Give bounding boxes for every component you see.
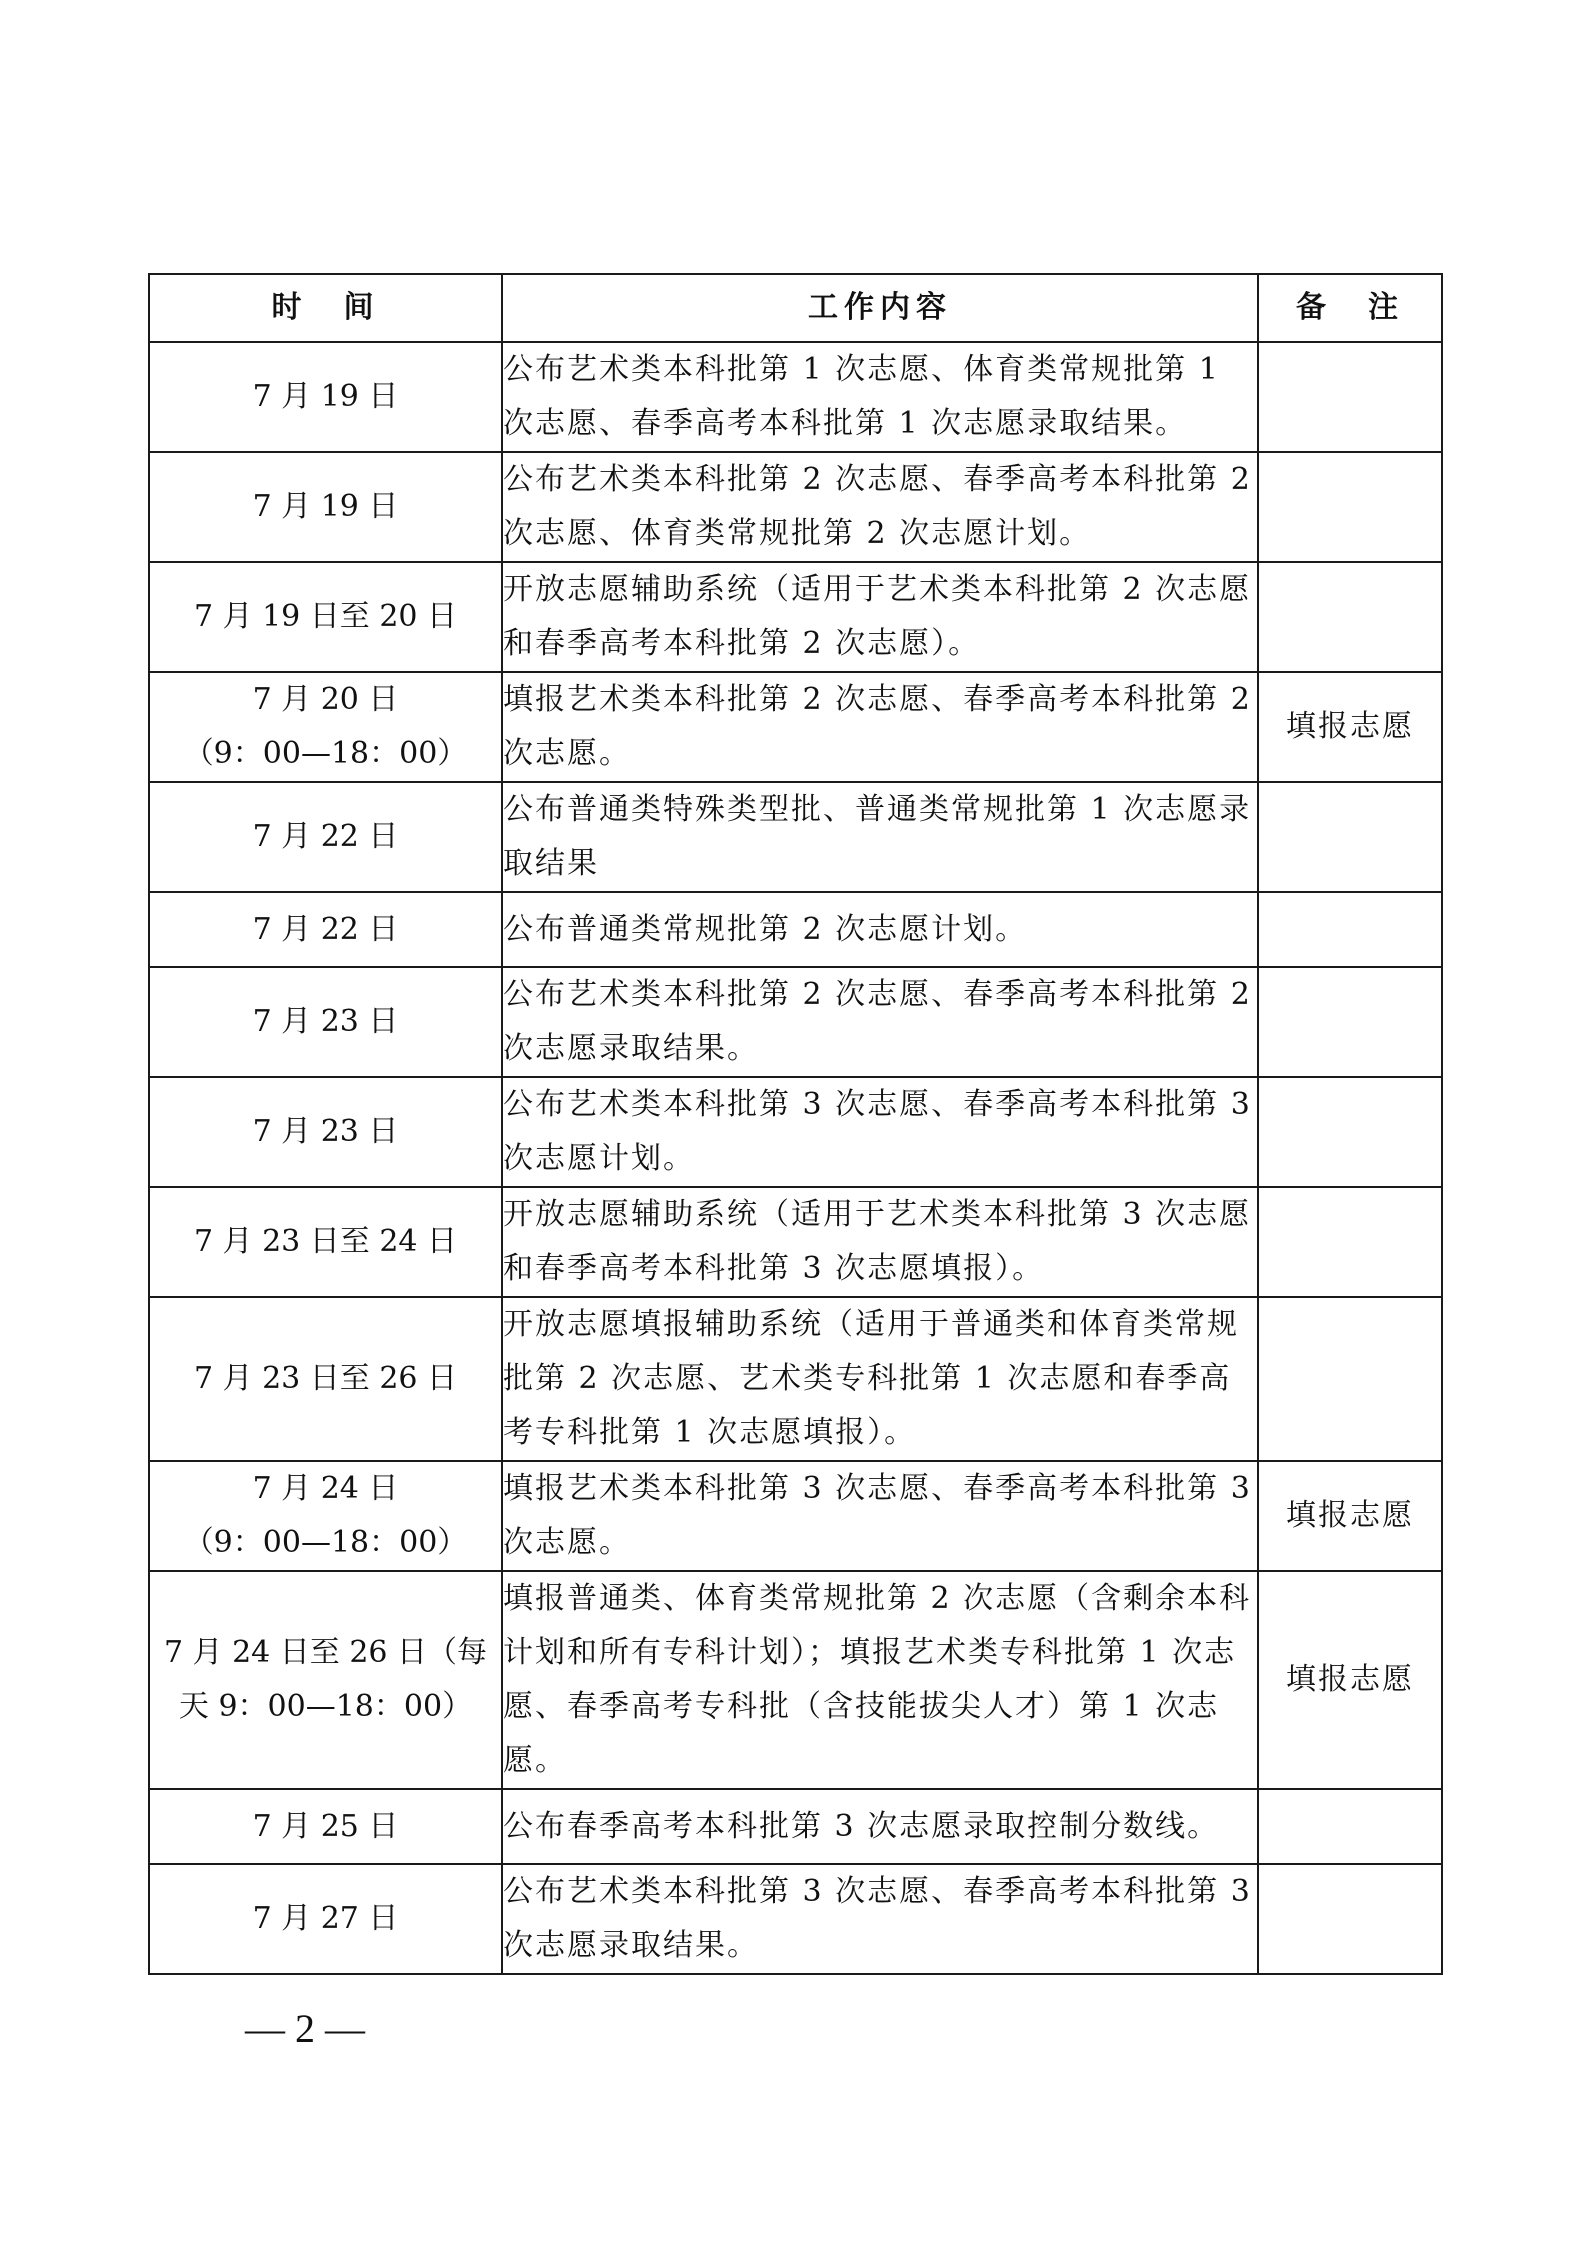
content-cell: 公布艺术类本科批第 3 次志愿、春季高考本科批第 3 次志愿计划。: [502, 1077, 1258, 1187]
time-cell: 7 月 22 日: [149, 782, 502, 892]
time-cell: 7 月 24 日 （9：00—18：00）: [149, 1461, 502, 1571]
time-cell: 7 月 20 日 （9：00—18：00）: [149, 672, 502, 782]
header-note: 备 注: [1258, 274, 1442, 342]
content-cell: 填报艺术类本科批第 3 次志愿、春季高考本科批第 3 次志愿。: [502, 1461, 1258, 1571]
time-cell: 7 月 27 日: [149, 1864, 502, 1974]
note-cell: [1258, 1864, 1442, 1974]
time-cell: 7 月 25 日: [149, 1789, 502, 1864]
table-row: [149, 672, 1442, 782]
note-cell: [1258, 1077, 1442, 1187]
note-cell: 填报志愿: [1258, 1571, 1442, 1789]
schedule-table: [148, 273, 1443, 1975]
content-cell: 开放志愿填报辅助系统（适用于普通类和体育类常规批第 2 次志愿、艺术类专科批第 1 次志愿和春季高考专科批第 1 次志愿填报）。: [502, 1297, 1258, 1461]
table-row: [149, 1789, 1442, 1864]
table-row: [149, 782, 1442, 892]
time-cell: 7 月 23 日至 26 日: [149, 1297, 502, 1461]
time-cell: 7 月 23 日: [149, 1077, 502, 1187]
table-header-row: [149, 274, 1442, 342]
content-cell: 填报普通类、体育类常规批第 2 次志愿（含剩余本科计划和所有专科计划）；填报艺术类专科批第 1 次志愿、春季高考专科批（含技能拔尖人才）第 1 次志愿。: [502, 1571, 1258, 1789]
time-cell: 7 月 19 日至 20 日: [149, 562, 502, 672]
note-cell: 填报志愿: [1258, 1461, 1442, 1571]
table-body: [149, 342, 1442, 1974]
note-cell: [1258, 1297, 1442, 1461]
content-cell: 公布春季高考本科批第 3 次志愿录取控制分数线。: [502, 1789, 1258, 1864]
note-cell: [1258, 967, 1442, 1077]
table-row: [149, 1297, 1442, 1461]
table-row: [149, 452, 1442, 562]
header-content: 工作内容: [502, 274, 1258, 342]
time-cell: 7 月 24 日至 26 日（每天 9：00—18：00）: [149, 1571, 502, 1789]
table-row: [149, 1461, 1442, 1571]
content-cell: 开放志愿辅助系统（适用于艺术类本科批第 2 次志愿和春季高考本科批第 2 次志愿）。: [502, 562, 1258, 672]
content-cell: 开放志愿辅助系统（适用于艺术类本科批第 3 次志愿和春季高考本科批第 3 次志愿填报）。: [502, 1187, 1258, 1297]
content-cell: 公布艺术类本科批第 1 次志愿、体育类常规批第 1 次志愿、春季高考本科批第 1 次志愿录取结果。: [502, 342, 1258, 452]
table-row: [149, 1571, 1442, 1789]
header-time: 时 间: [149, 274, 502, 342]
note-cell: 填报志愿: [1258, 672, 1442, 782]
table-row: [149, 562, 1442, 672]
page-number: — 2 —: [245, 2006, 365, 2051]
time-cell: 7 月 19 日: [149, 342, 502, 452]
content-cell: 填报艺术类本科批第 2 次志愿、春季高考本科批第 2 次志愿。: [502, 672, 1258, 782]
time-cell: 7 月 23 日至 24 日: [149, 1187, 502, 1297]
content-cell: 公布艺术类本科批第 3 次志愿、春季高考本科批第 3 次志愿录取结果。: [502, 1864, 1258, 1974]
time-cell: 7 月 23 日: [149, 967, 502, 1077]
table-row: [149, 1187, 1442, 1297]
table-row: [149, 967, 1442, 1077]
note-cell: [1258, 892, 1442, 967]
time-cell: 7 月 22 日: [149, 892, 502, 967]
note-cell: [1258, 562, 1442, 672]
note-cell: [1258, 342, 1442, 452]
note-cell: [1258, 452, 1442, 562]
content-cell: 公布普通类特殊类型批、普通类常规批第 1 次志愿录取结果: [502, 782, 1258, 892]
content-cell: 公布普通类常规批第 2 次志愿计划。: [502, 892, 1258, 967]
note-cell: [1258, 1789, 1442, 1864]
note-cell: [1258, 782, 1442, 892]
content-cell: 公布艺术类本科批第 2 次志愿、春季高考本科批第 2 次志愿录取结果。: [502, 967, 1258, 1077]
content-cell: 公布艺术类本科批第 2 次志愿、春季高考本科批第 2 次志愿、体育类常规批第 2 次志愿计划。: [502, 452, 1258, 562]
time-cell: 7 月 19 日: [149, 452, 502, 562]
table-row: [149, 342, 1442, 452]
table-row: [149, 892, 1442, 967]
table-row: [149, 1077, 1442, 1187]
note-cell: [1258, 1187, 1442, 1297]
table-row: [149, 1864, 1442, 1974]
